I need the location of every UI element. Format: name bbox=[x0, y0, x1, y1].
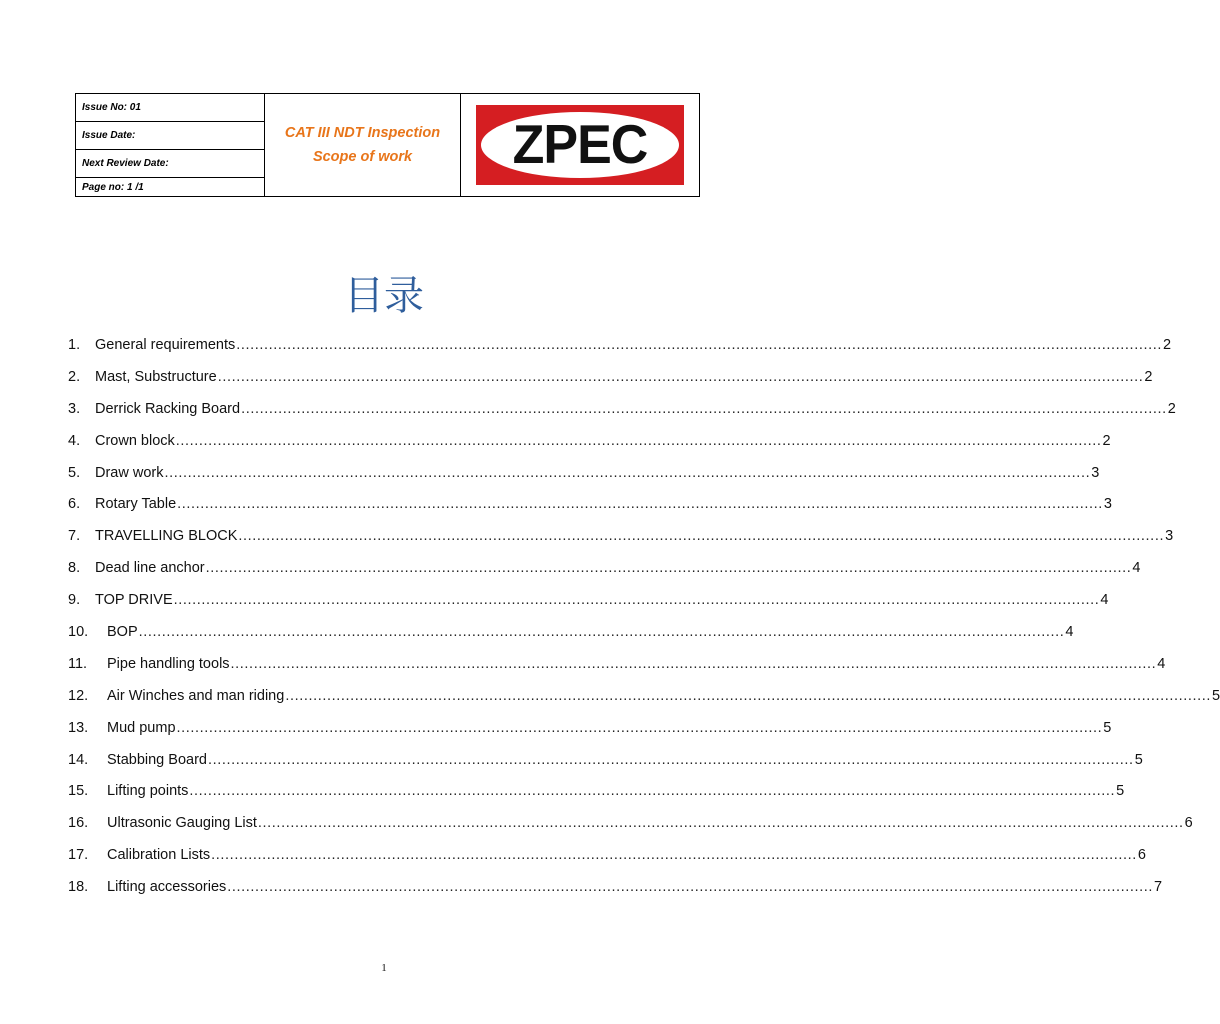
toc-dot-leader: ........................................................................................................................................................................................................ bbox=[257, 815, 1184, 832]
toc-entry-page: 3 bbox=[1165, 528, 1174, 545]
toc-entry-page: 2 bbox=[1167, 400, 1176, 417]
next-review-date-cell: Next Review Date: bbox=[76, 150, 265, 178]
toc-entry[interactable] bbox=[68, 429, 1111, 461]
toc-entry-number: 12. bbox=[68, 687, 89, 704]
toc-entry-page: 2 bbox=[1102, 432, 1111, 449]
toc-dot-leader: ........................................................................................................................................................................................................ bbox=[173, 592, 1100, 609]
toc-entry-page: 2 bbox=[1162, 337, 1172, 353]
toc-entry-number: 13. bbox=[68, 719, 89, 736]
toc-dot-leader: ........................................................................................................................................................................................................ bbox=[189, 783, 1116, 800]
toc-entry-label: Rotary Table bbox=[95, 496, 177, 513]
toc-entry-label: Lifting points bbox=[107, 783, 189, 800]
toc-entry[interactable] bbox=[68, 333, 1172, 365]
toc-entry-label: Dead line anchor bbox=[95, 560, 205, 577]
toc-entry-page: 5 bbox=[1134, 751, 1143, 768]
toc-entry[interactable] bbox=[68, 684, 1220, 716]
toc-entry[interactable] bbox=[68, 620, 1074, 652]
toc-entry-page: 6 bbox=[1184, 815, 1193, 832]
toc-entry-page: 5 bbox=[1212, 687, 1220, 704]
toc-entry-label: Calibration Lists bbox=[107, 847, 211, 864]
issue-date-cell: Issue Date: bbox=[76, 122, 265, 150]
issue-no-cell: Issue No: 01 bbox=[76, 94, 265, 122]
toc-dot-leader: ........................................................................................................................................................................................................ bbox=[138, 624, 1065, 641]
logo-oval bbox=[481, 112, 679, 178]
zpec-logo bbox=[476, 105, 684, 185]
document-title-line2: Scope of work bbox=[312, 149, 413, 165]
toc-entry[interactable] bbox=[68, 461, 1100, 493]
document-header-table bbox=[75, 93, 700, 197]
toc-dot-leader: ........................................................................................................................................................................................................ bbox=[211, 847, 1137, 864]
toc-entry-number: 14. bbox=[68, 751, 89, 768]
toc-entry[interactable] bbox=[68, 779, 1125, 811]
toc-entry-label: General requirements bbox=[95, 337, 236, 353]
toc-dot-leader: ........................................................................................................................................................................................................ bbox=[207, 751, 1134, 768]
toc-entry[interactable] bbox=[68, 397, 1176, 429]
table-of-contents bbox=[68, 333, 1220, 907]
toc-entry-page: 5 bbox=[1116, 783, 1125, 800]
toc-entry-number: 15. bbox=[68, 783, 89, 800]
page-footer-number: 1 bbox=[381, 962, 387, 974]
toc-entry[interactable] bbox=[68, 811, 1193, 843]
toc-dot-leader: ........................................................................................................................................................................................................ bbox=[175, 432, 1102, 449]
toc-entry-number: 8. bbox=[68, 560, 81, 577]
toc-entry[interactable] bbox=[68, 588, 1109, 620]
toc-entry-page: 5 bbox=[1103, 719, 1112, 736]
toc-entry-number: 2. bbox=[68, 368, 81, 385]
toc-entry-label: Air Winches and man riding bbox=[107, 687, 285, 704]
toc-entry-label: Derrick Racking Board bbox=[95, 400, 241, 417]
toc-dot-leader: ........................................................................................................................................................................................................ bbox=[230, 655, 1157, 672]
toc-dot-leader: ........................................................................................................................................................................................................ bbox=[227, 879, 1153, 896]
toc-dot-leader: ........................................................................................................................................................................................................ bbox=[236, 337, 1162, 353]
toc-entry-page: 4 bbox=[1100, 592, 1109, 609]
toc-entry[interactable] bbox=[68, 365, 1153, 397]
toc-entry-number: 11. bbox=[68, 655, 88, 672]
toc-entry-page: 4 bbox=[1065, 624, 1074, 641]
toc-entry-page: 2 bbox=[1144, 368, 1153, 385]
toc-entry-page: 3 bbox=[1091, 464, 1100, 481]
toc-entry[interactable] bbox=[68, 524, 1174, 556]
toc-entry-label: Crown block bbox=[95, 432, 175, 449]
document-title-line1: CAT III NDT Inspection bbox=[284, 125, 441, 141]
toc-entry-number: 10. bbox=[68, 624, 89, 641]
toc-entry-label: TOP DRIVE bbox=[95, 592, 173, 609]
toc-entry-page: 3 bbox=[1103, 496, 1112, 513]
toc-entry[interactable] bbox=[68, 492, 1112, 524]
toc-dot-leader: ........................................................................................................................................................................................................ bbox=[285, 687, 1212, 704]
toc-entry-number: 17. bbox=[68, 847, 89, 864]
toc-entry-label: Lifting accessories bbox=[107, 879, 227, 896]
toc-entry-label: Mast, Substructure bbox=[95, 368, 217, 385]
toc-entry-number: 3. bbox=[68, 400, 81, 417]
toc-dot-leader: ........................................................................................................................................................................................................ bbox=[238, 528, 1165, 545]
logo-text: ZPEC bbox=[512, 114, 648, 176]
toc-entry-number: 9. bbox=[68, 592, 81, 609]
toc-entry-label: BOP bbox=[107, 624, 138, 641]
toc-entry-label: Draw work bbox=[95, 464, 164, 481]
toc-entry-number: 4. bbox=[68, 432, 81, 449]
toc-entry-label: TRAVELLING BLOCK bbox=[95, 528, 238, 545]
toc-entry-number: 1. bbox=[68, 337, 81, 353]
toc-entry[interactable] bbox=[68, 556, 1141, 588]
toc-entry-number: 6. bbox=[68, 496, 81, 513]
toc-dot-leader: ........................................................................................................................................................................................................ bbox=[177, 496, 1103, 513]
toc-entry[interactable] bbox=[68, 875, 1163, 907]
document-title-cell bbox=[265, 94, 461, 197]
toc-entry-page: 7 bbox=[1154, 879, 1163, 896]
toc-heading: 目录 bbox=[344, 273, 424, 319]
toc-entry-page: 4 bbox=[1157, 655, 1166, 672]
toc-dot-leader: ........................................................................................................................................................................................................ bbox=[217, 368, 1144, 385]
logo-cell bbox=[461, 94, 700, 197]
toc-entry-number: 18. bbox=[68, 879, 89, 896]
toc-entry-number: 7. bbox=[68, 528, 81, 545]
toc-entry[interactable] bbox=[68, 748, 1143, 780]
toc-entry-number: 16. bbox=[68, 815, 89, 832]
toc-entry-page: 6 bbox=[1137, 847, 1146, 864]
toc-entry-label: Stabbing Board bbox=[107, 751, 207, 768]
page-no-cell: Page no: 1 /1 bbox=[76, 178, 265, 197]
toc-dot-leader: ........................................................................................................................................................................................................ bbox=[205, 560, 1132, 577]
toc-dot-leader: ........................................................................................................................................................................................................ bbox=[164, 464, 1091, 481]
toc-entry[interactable] bbox=[68, 716, 1112, 748]
toc-entry-label: Mud pump bbox=[107, 719, 176, 736]
toc-entry-label: Pipe handling tools bbox=[107, 655, 230, 672]
toc-entry-page: 4 bbox=[1132, 560, 1141, 577]
toc-dot-leader: ........................................................................................................................................................................................................ bbox=[241, 400, 1167, 417]
toc-entry-label: Ultrasonic Gauging List bbox=[107, 815, 257, 832]
toc-dot-leader: ........................................................................................................................................................................................................ bbox=[176, 719, 1103, 736]
toc-entry-number: 5. bbox=[68, 464, 81, 481]
toc-entry[interactable] bbox=[68, 843, 1146, 875]
toc-entry[interactable] bbox=[68, 652, 1166, 684]
